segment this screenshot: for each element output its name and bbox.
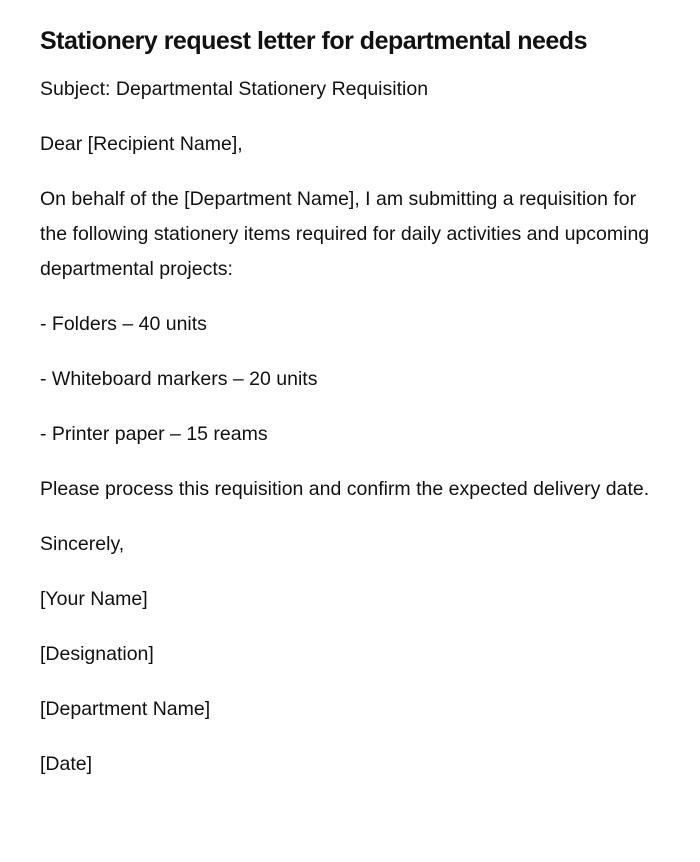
- subject-line: Subject: Departmental Stationery Requisition: [40, 78, 429, 100]
- document-title: Stationery request letter for departmental needs: [40, 27, 587, 55]
- request-paragraph: Please process this requisition and confirm the expected delivery date.: [40, 478, 650, 500]
- signature-date: [Date]: [40, 753, 93, 775]
- list-item: - Folders – 40 units: [40, 313, 207, 335]
- signature-designation: [Designation]: [40, 643, 154, 665]
- signature-name: [Your Name]: [40, 588, 148, 610]
- signature-department: [Department Name]: [40, 698, 211, 720]
- closing: Sincerely,: [40, 533, 125, 555]
- greeting: Dear [Recipient Name],: [40, 133, 243, 155]
- list-item: - Whiteboard markers – 20 units: [40, 368, 318, 390]
- list-item: - Printer paper – 15 reams: [40, 423, 268, 445]
- intro-paragraph: On behalf of the [Department Name], I am submitting a requisition for the following stationery items required for daily activities and upcoming departmental projects:: [40, 188, 650, 280]
